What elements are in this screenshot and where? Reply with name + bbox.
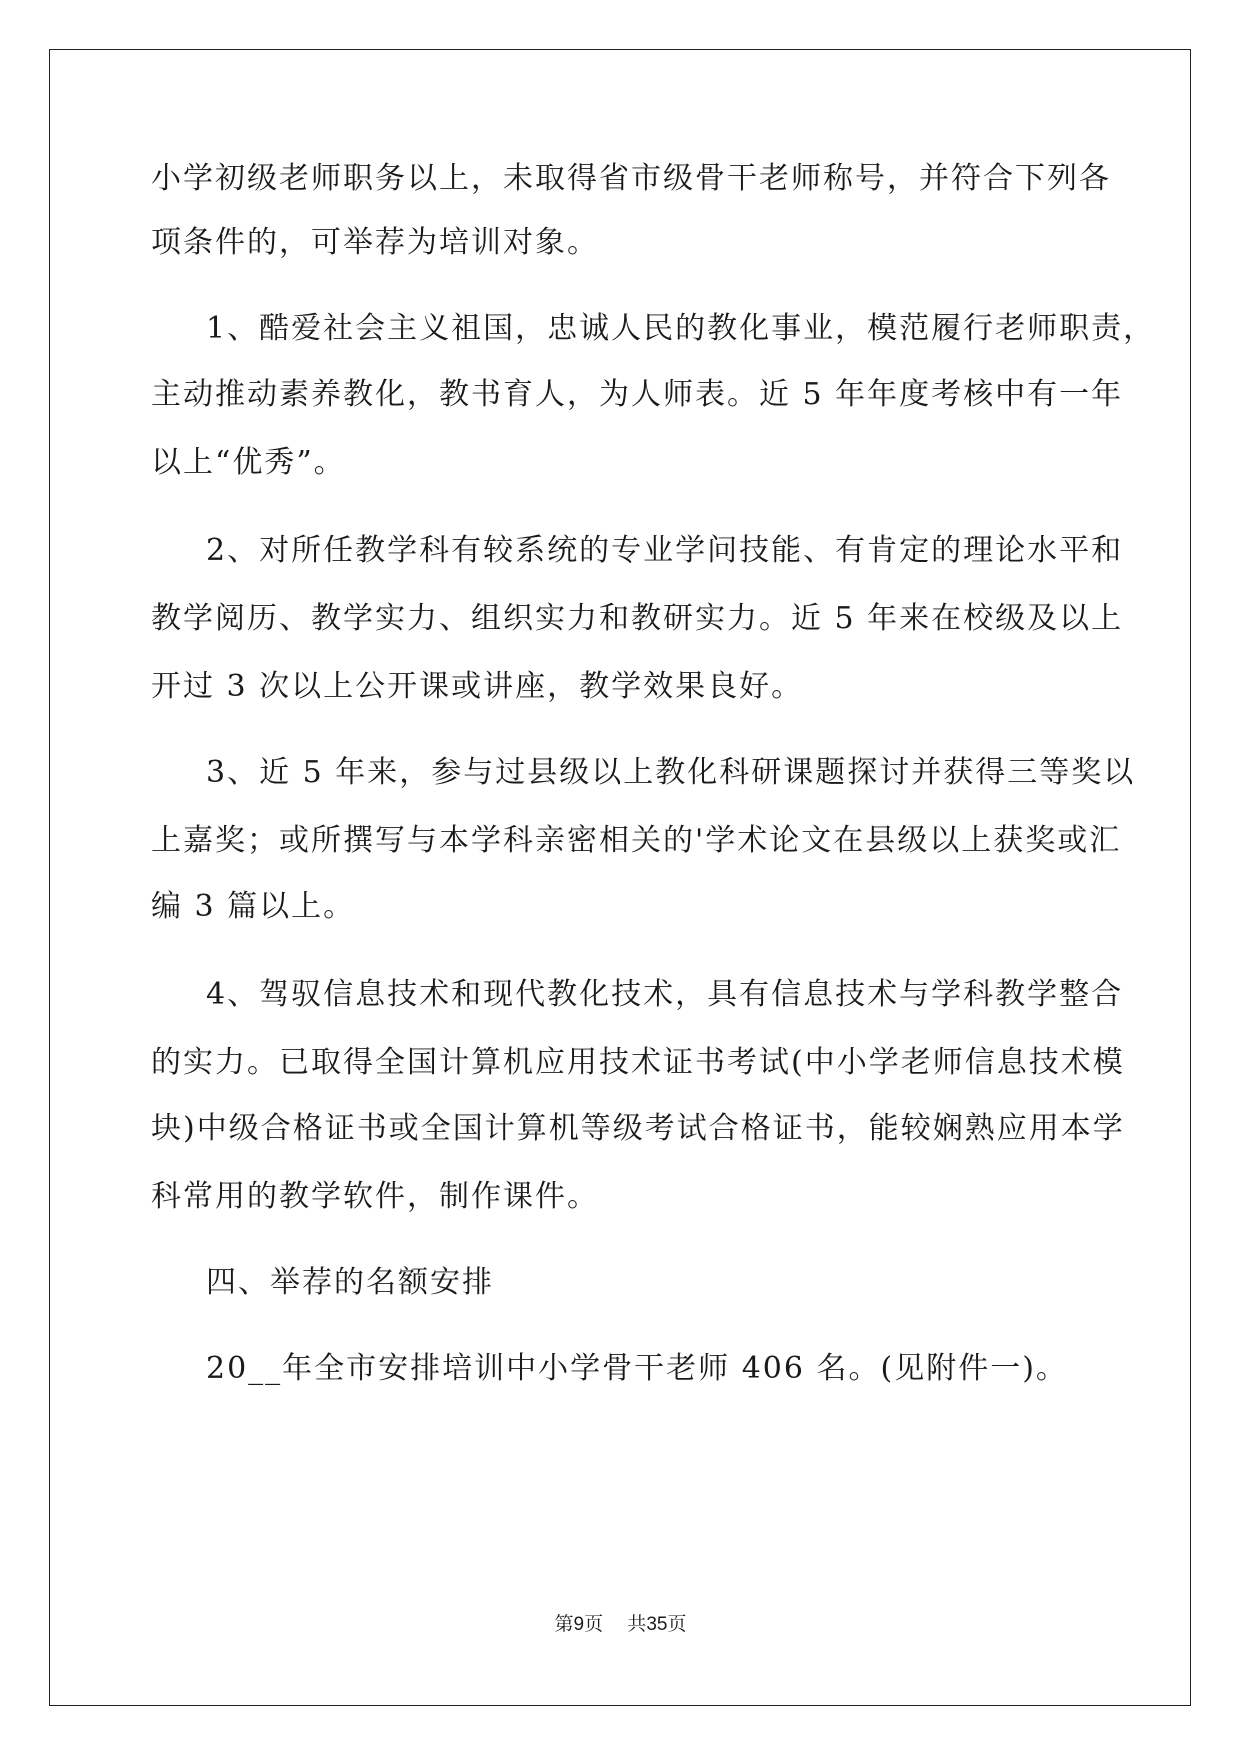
text-line: 项条件的，可举荐为培训对象。 — [151, 225, 599, 260]
text-line: 上嘉奖；或所撰写与本学科亲密相关的'学术论文在县级以上获奖或汇 — [151, 823, 1122, 858]
text-line: 的实力。已取得全国计算机应用技术证书考试(中小学老师信息技术模 — [151, 1045, 1125, 1080]
text-line: 4、驾驭信息技术和现代教化技术，具有信息技术与学科教学整合 — [206, 977, 1124, 1012]
text-line: 科常用的教学软件，制作课件。 — [151, 1179, 599, 1214]
text-line: 编 3 篇以上。 — [151, 889, 356, 924]
text-line: 20__年全市安排培训中小学骨干老师 406 名。(见附件一)。 — [206, 1351, 1068, 1386]
text-line: 块)中级合格证书或全国计算机等级考试合格证书，能较娴熟应用本学 — [151, 1111, 1125, 1146]
page-number: 9 — [573, 1614, 585, 1635]
text-line: 开过 3 次以上公开课或讲座，教学效果良好。 — [151, 669, 804, 704]
page-prefix: 第 — [554, 1613, 574, 1635]
page-unit: 页 — [584, 1613, 604, 1635]
text-line: 以上“优秀”。 — [151, 445, 346, 480]
section-heading: 四、举荐的名额安排 — [206, 1265, 494, 1300]
text-line: 3、近 5 年来，参与过县级以上教化科研课题探讨并获得三等奖以 — [206, 755, 1136, 790]
total-unit: 页 — [667, 1613, 687, 1635]
text-line: 主动推动素养教化，教书育人，为人师表。近 5 年年度考核中有一年 — [151, 377, 1124, 412]
total-pages: 35 — [646, 1614, 668, 1635]
page-border — [49, 49, 1191, 1706]
text-line: 2、对所任教学科有较系统的专业学问技能、有肯定的理论水平和 — [206, 533, 1124, 568]
text-line: 小学初级老师职务以上，未取得省市级骨干老师称号，并符合下列各 — [151, 161, 1111, 196]
page-footer — [0, 1612, 1241, 1637]
total-prefix: 共 — [627, 1613, 647, 1635]
text-line: 教学阅历、教学实力、组织实力和教研实力。近 5 年来在校级及以上 — [151, 601, 1124, 636]
text-line: 1、酷爱社会主义祖国，忠诚人民的教化事业，模范履行老师职责， — [206, 311, 1156, 346]
